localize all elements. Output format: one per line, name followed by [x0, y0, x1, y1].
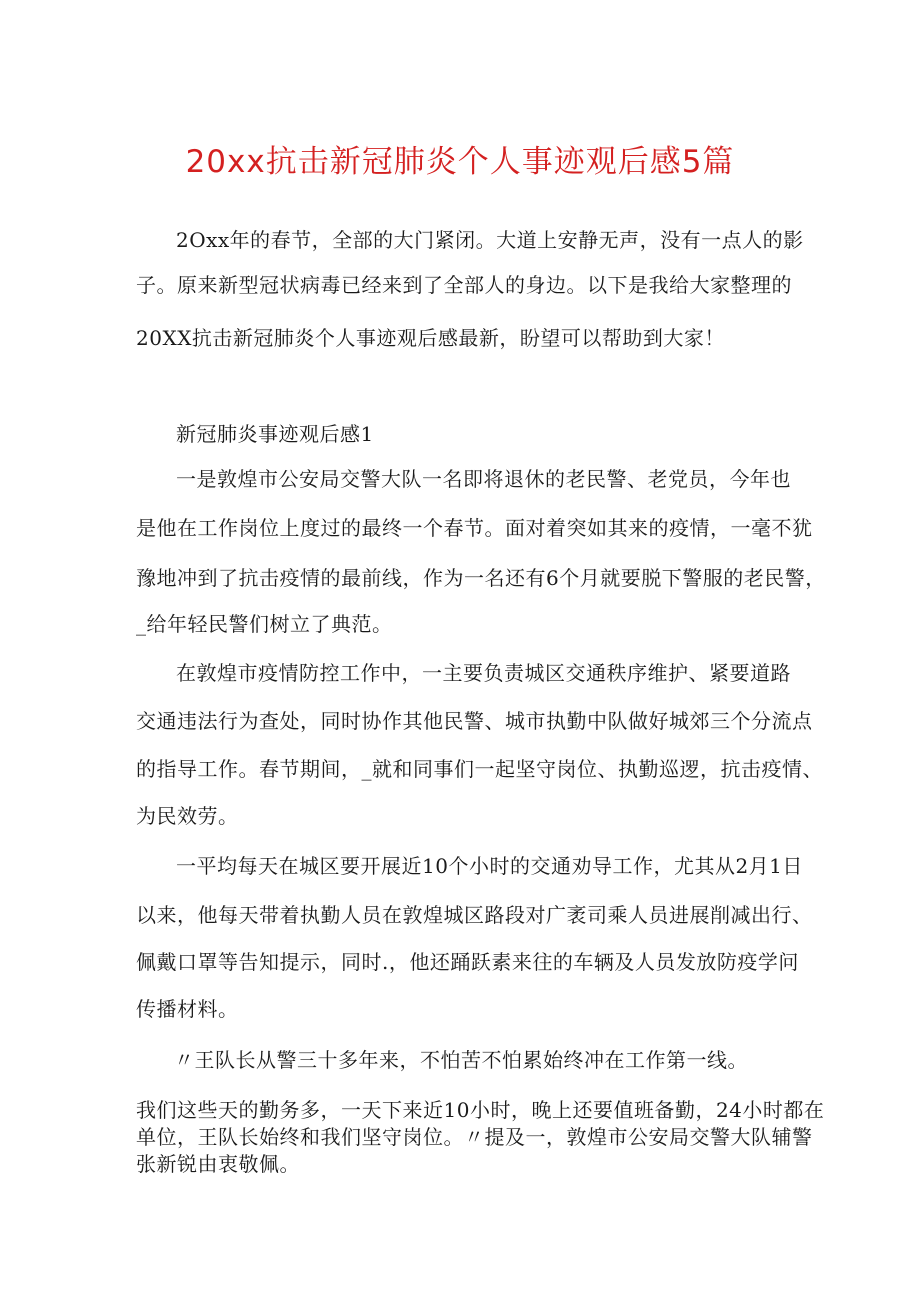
- section-heading: 新冠肺炎事迹观后感1: [176, 422, 374, 446]
- para3-line-3: 佩戴口罩等告知提示，同时.，他还踊跃素来往的车辆及人员发放防疫学问: [136, 950, 799, 974]
- intro-line-2: 子。原来新型冠状病毒已经来到了全部人的身边。以下是我给大家整理的: [136, 273, 792, 297]
- para4-line-1: 〃王队长从警三十多年来，不怕苦不怕累始终冲在工作第一线。: [174, 1048, 748, 1072]
- para1-line-4: _给年轻民警们树立了典范。: [136, 612, 393, 636]
- para1-line-3: 豫地冲到了抗击疫情的最前线，作为一名还有6个月就要脱下警服的老民警，: [136, 566, 826, 590]
- para3-line-4: 传播材料。: [136, 997, 239, 1021]
- intro-line-1: 2Oxx年的春节，全部的大门紧闭。大道上安静无声，没有一点人的影: [176, 228, 804, 252]
- para4-line-4: 张新锐由衷敬佩。: [136, 1152, 300, 1176]
- para4-line-2: 我们这些天的勤务多，一天下来近10小时，晚上还要值班备勤，24小时都在: [136, 1098, 825, 1122]
- para4-line-3: 单位，王队长始终和我们坚守岗位。〃提及一，敦煌市公安局交警大队辅警: [136, 1125, 813, 1149]
- para1-line-1: 一是敦煌市公安局交警大队一名即将退休的老民警、老党员，今年也: [176, 467, 791, 491]
- intro-line-3: 20XX抗击新冠肺炎个人事迹观后感最新，盼望可以帮助到大家！: [136, 326, 725, 350]
- document-title: 20xx抗击新冠肺炎个人事迹观后感5篇: [185, 144, 735, 180]
- para2-line-2: 交通违法行为查处，同时协作其他民警、城市执勤中队做好城郊三个分流点: [136, 709, 813, 733]
- para3-line-1: 一平均每天在城区要开展近10个小时的交通劝导工作，尤其从2月1日: [176, 854, 803, 878]
- para2-line-3: 的指导工作。春节期间，_就和同事们一起坚守岗位、执勤巡逻，抗击疫情、: [136, 757, 823, 781]
- para3-line-2: 以来，他每天带着执勤人员在敦煌城区路段对广袤司乘人员进展削减出行、: [136, 903, 813, 927]
- para1-line-2: 是他在工作岗位上度过的最终一个春节。面对着突如其来的疫情，一毫不犹: [136, 516, 813, 540]
- para2-line-1: 在敦煌市疫情防控工作中，一主要负责城区交通秩序维护、紧要道路: [176, 661, 791, 685]
- para2-line-4: 为民效劳。: [136, 804, 239, 828]
